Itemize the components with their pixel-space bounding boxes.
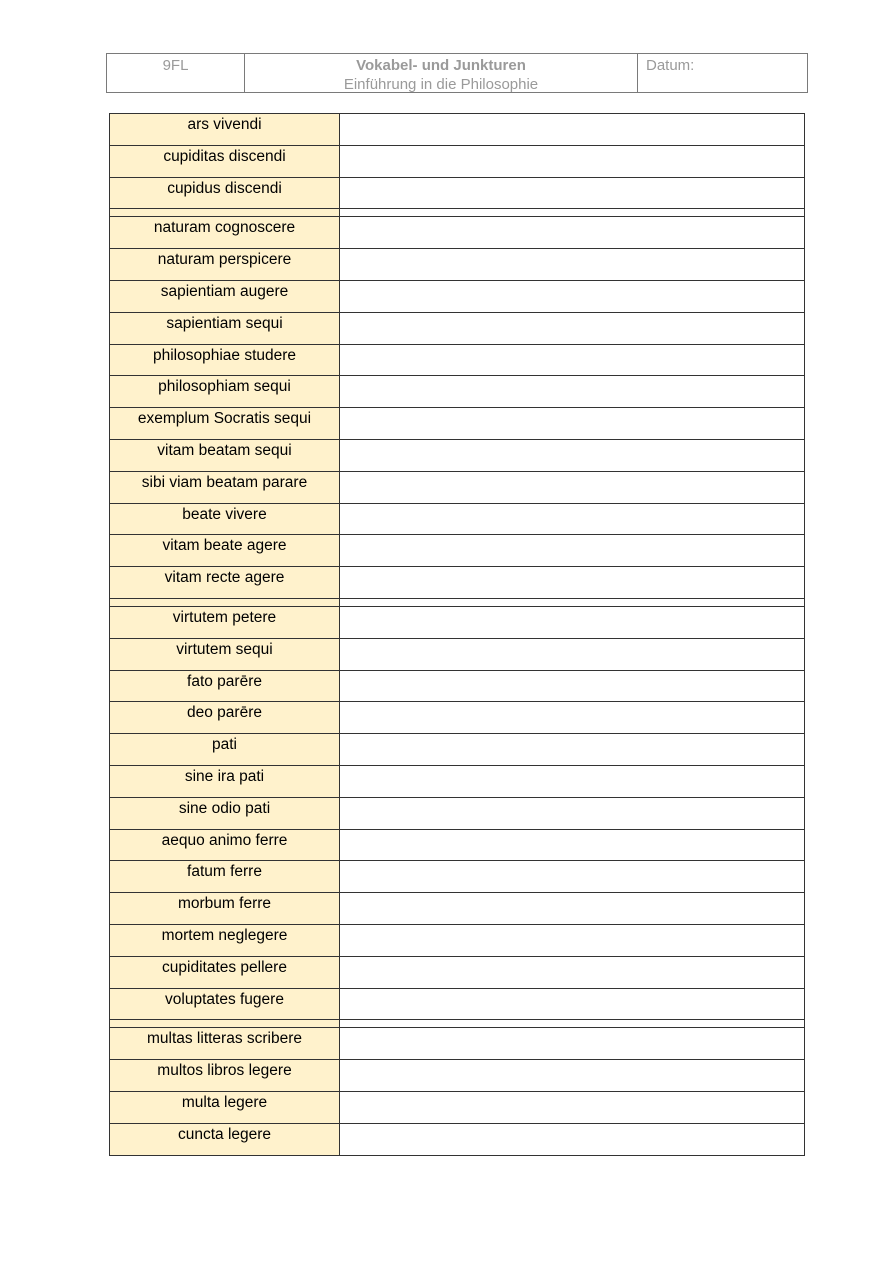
translation-answer-field[interactable] [340, 957, 804, 988]
vocab-row [110, 830, 804, 862]
vocab-row [110, 217, 804, 249]
vocab-row [110, 376, 804, 408]
translation-answer-field[interactable] [340, 217, 804, 248]
vocab-row [110, 671, 804, 703]
translation-answer-field[interactable] [340, 345, 804, 376]
translation-answer-field[interactable] [340, 535, 804, 566]
vocab-term: aequo animo ferre [110, 830, 340, 861]
vocab-row [110, 472, 804, 504]
translation-answer-field[interactable] [340, 1092, 804, 1123]
translation-answer-field[interactable] [340, 313, 804, 344]
translation-answer-field[interactable] [340, 1028, 804, 1059]
vocab-row [110, 925, 804, 957]
vocab-term: sine ira pati [110, 766, 340, 797]
vocab-row [110, 734, 804, 766]
vocab-term: cupidus discendi [110, 178, 340, 209]
vocab-row [110, 178, 804, 210]
vocab-row [110, 146, 804, 178]
vocab-term: morbum ferre [110, 893, 340, 924]
vocab-term: cupiditates pellere [110, 957, 340, 988]
class-label: 9FL [107, 54, 245, 92]
header-title-cell [245, 54, 638, 92]
vocab-row [110, 1060, 804, 1092]
vocab-row [110, 408, 804, 440]
vocab-term: voluptates fugere [110, 989, 340, 1020]
vocab-term: virtutem sequi [110, 639, 340, 670]
separator-term-cell [110, 1020, 340, 1027]
vocab-row [110, 607, 804, 639]
translation-answer-field[interactable] [340, 178, 804, 209]
translation-answer-field[interactable] [340, 567, 804, 598]
vocab-term: multas litteras scribere [110, 1028, 340, 1059]
separator-answer-cell [340, 209, 804, 216]
translation-answer-field[interactable] [340, 1060, 804, 1091]
translation-answer-field[interactable] [340, 830, 804, 861]
translation-answer-field[interactable] [340, 607, 804, 638]
group-separator-row [110, 1020, 804, 1028]
vocab-table [109, 113, 805, 1156]
vocab-term: naturam cognoscere [110, 217, 340, 248]
vocab-row [110, 440, 804, 472]
vocab-row [110, 249, 804, 281]
vocab-term: sibi viam beatam parare [110, 472, 340, 503]
vocab-row [110, 567, 804, 599]
translation-answer-field[interactable] [340, 146, 804, 177]
vocab-term: ars vivendi [110, 114, 340, 145]
vocab-row [110, 114, 804, 146]
translation-answer-field[interactable] [340, 734, 804, 765]
vocab-term: sapientiam sequi [110, 313, 340, 344]
vocab-term: virtutem petere [110, 607, 340, 638]
vocab-row [110, 1028, 804, 1060]
translation-answer-field[interactable] [340, 472, 804, 503]
vocab-term: philosophiam sequi [110, 376, 340, 407]
translation-answer-field[interactable] [340, 281, 804, 312]
vocab-term: naturam perspicere [110, 249, 340, 280]
translation-answer-field[interactable] [340, 925, 804, 956]
translation-answer-field[interactable] [340, 861, 804, 892]
translation-answer-field[interactable] [340, 376, 804, 407]
vocab-term: fato parēre [110, 671, 340, 702]
vocab-row [110, 798, 804, 830]
vocab-term: fatum ferre [110, 861, 340, 892]
vocab-term: cupiditas discendi [110, 146, 340, 177]
vocab-row [110, 639, 804, 671]
date-field[interactable]: Datum: [646, 57, 695, 74]
vocab-row [110, 957, 804, 989]
vocab-term: cuncta legere [110, 1124, 340, 1155]
vocab-row [110, 313, 804, 345]
vocab-row [110, 504, 804, 536]
separator-term-cell [110, 599, 340, 606]
group-separator-row [110, 599, 804, 607]
vocab-row [110, 702, 804, 734]
vocab-row [110, 535, 804, 567]
vocab-row [110, 861, 804, 893]
vocab-term: multos libros legere [110, 1060, 340, 1091]
vocab-term: deo parēre [110, 702, 340, 733]
vocab-row [110, 1124, 804, 1156]
separator-term-cell [110, 209, 340, 216]
vocab-term: mortem neglegere [110, 925, 340, 956]
translation-answer-field[interactable] [340, 1124, 804, 1155]
vocab-row [110, 766, 804, 798]
group-separator-row [110, 209, 804, 217]
vocab-term: sapientiam augere [110, 281, 340, 312]
translation-answer-field[interactable] [340, 893, 804, 924]
translation-answer-field[interactable] [340, 114, 804, 145]
vocab-term: sine odio pati [110, 798, 340, 829]
worksheet-header [106, 53, 808, 93]
translation-answer-field[interactable] [340, 671, 804, 702]
vocab-term: pati [110, 734, 340, 765]
translation-answer-field[interactable] [340, 408, 804, 439]
vocab-row [110, 281, 804, 313]
separator-answer-cell [340, 1020, 804, 1027]
vocab-row [110, 1092, 804, 1124]
vocab-row [110, 989, 804, 1021]
translation-answer-field[interactable] [340, 440, 804, 471]
vocab-term: multa legere [110, 1092, 340, 1123]
translation-answer-field[interactable] [340, 766, 804, 797]
translation-answer-field[interactable] [340, 639, 804, 670]
vocab-term: vitam beate agere [110, 535, 340, 566]
vocab-term: vitam beatam sequi [110, 440, 340, 471]
worksheet-title: Vokabel- und Junkturen [356, 57, 526, 74]
translation-answer-field[interactable] [340, 702, 804, 733]
vocab-row [110, 893, 804, 925]
worksheet-subtitle: Einführung in die Philosophie [343, 76, 539, 93]
vocab-row [110, 345, 804, 377]
vocab-term: vitam recte agere [110, 567, 340, 598]
translation-answer-field[interactable] [340, 989, 804, 1020]
vocab-term: philosophiae studere [110, 345, 340, 376]
translation-answer-field[interactable] [340, 504, 804, 535]
translation-answer-field[interactable] [340, 249, 804, 280]
vocab-term: beate vivere [110, 504, 340, 535]
translation-answer-field[interactable] [340, 798, 804, 829]
separator-answer-cell [340, 599, 804, 606]
vocab-term: exemplum Socratis sequi [110, 408, 340, 439]
